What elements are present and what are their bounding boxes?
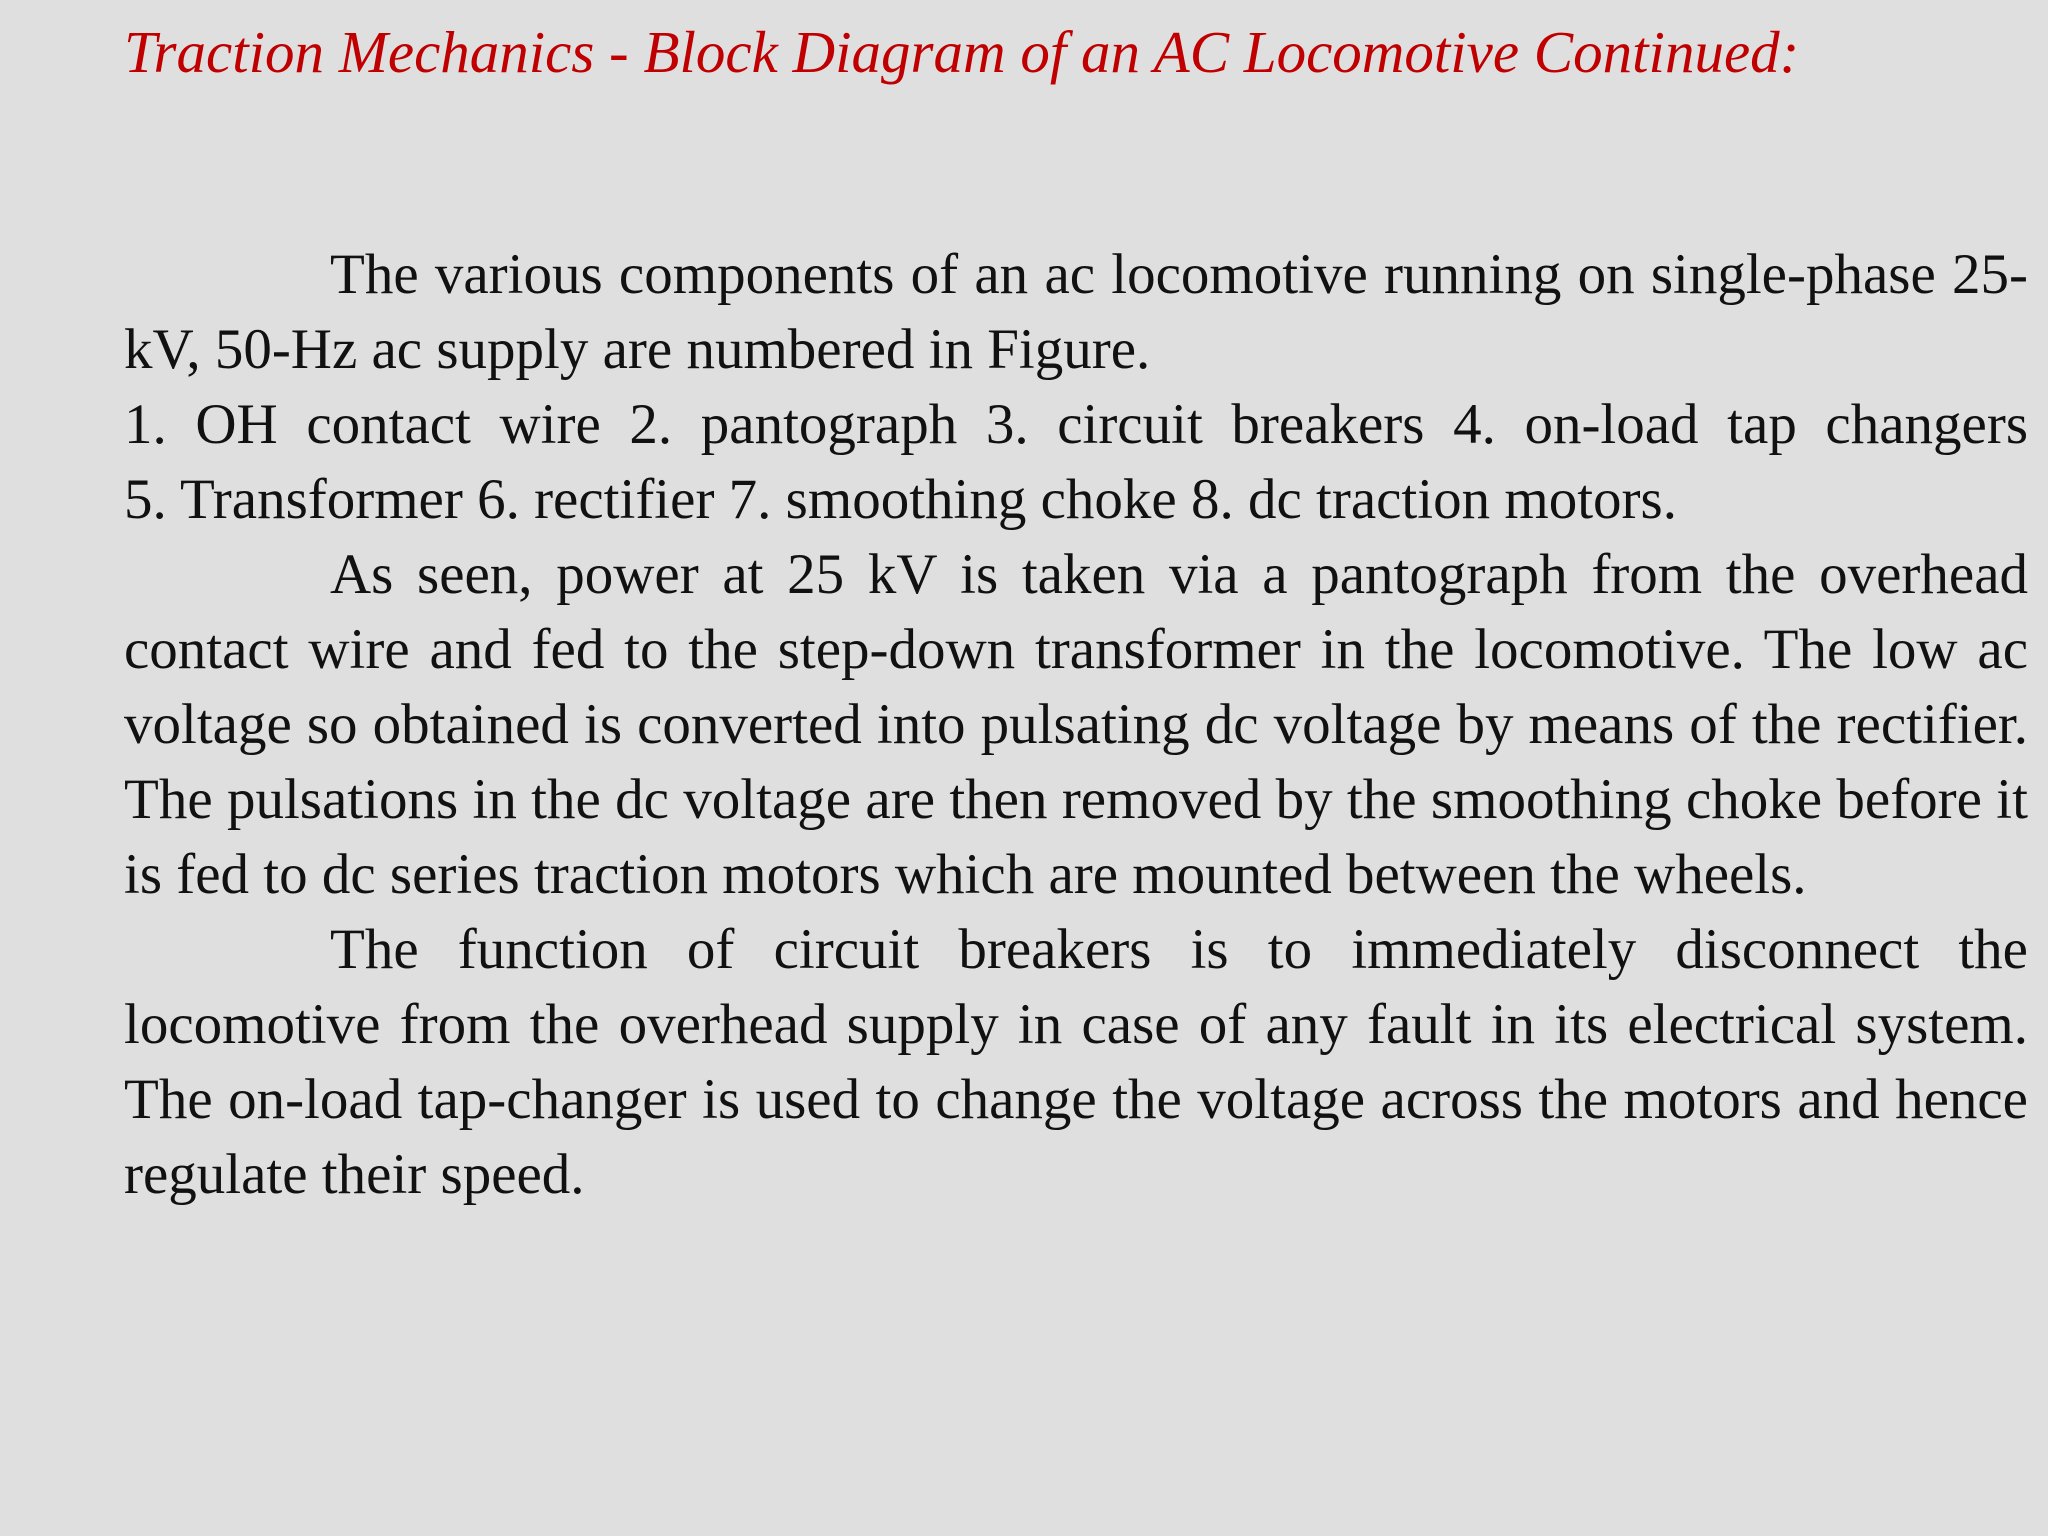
slide-title: Traction Mechanics - Block Diagram of an AC Locomotive Continued: [124,19,1800,85]
circuit-breakers-paragraph: The function of circuit breakers is to immediately disconnect the locomotive from the overhead supply in case of any fault in its electrical system. The on-load tap-changer is used to change the voltage across the motors and hence regulate their speed. [124,918,2028,1206]
power-flow-paragraph: As seen, power at 25 kV is taken via a pantograph from the overhead contact wire and fed to the step-down transformer in the locomotive. The low ac voltage so obtained is converted into pulsating dc voltage by means of the rectifier. The pulsations in the dc voltage are then removed by the smoothing choke before it is fed to dc series traction motors which are mounted between the wheels. [124,543,2028,906]
component-list-line-1: 1. OH contact wire 2. pantograph 3. circuit breakers 4. on-load tap changers [124,393,2028,456]
component-list-line-2: 5. Transformer 6. rectifier 7. smoothing choke 8. dc traction motors. [124,468,1677,531]
component-list [124,387,2028,537]
intro-paragraph: The various components of an ac locomotive running on single-phase 25-kV, 50-Hz ac supply are numbered in Figure. [124,243,2028,381]
slide-body [124,237,2028,1212]
